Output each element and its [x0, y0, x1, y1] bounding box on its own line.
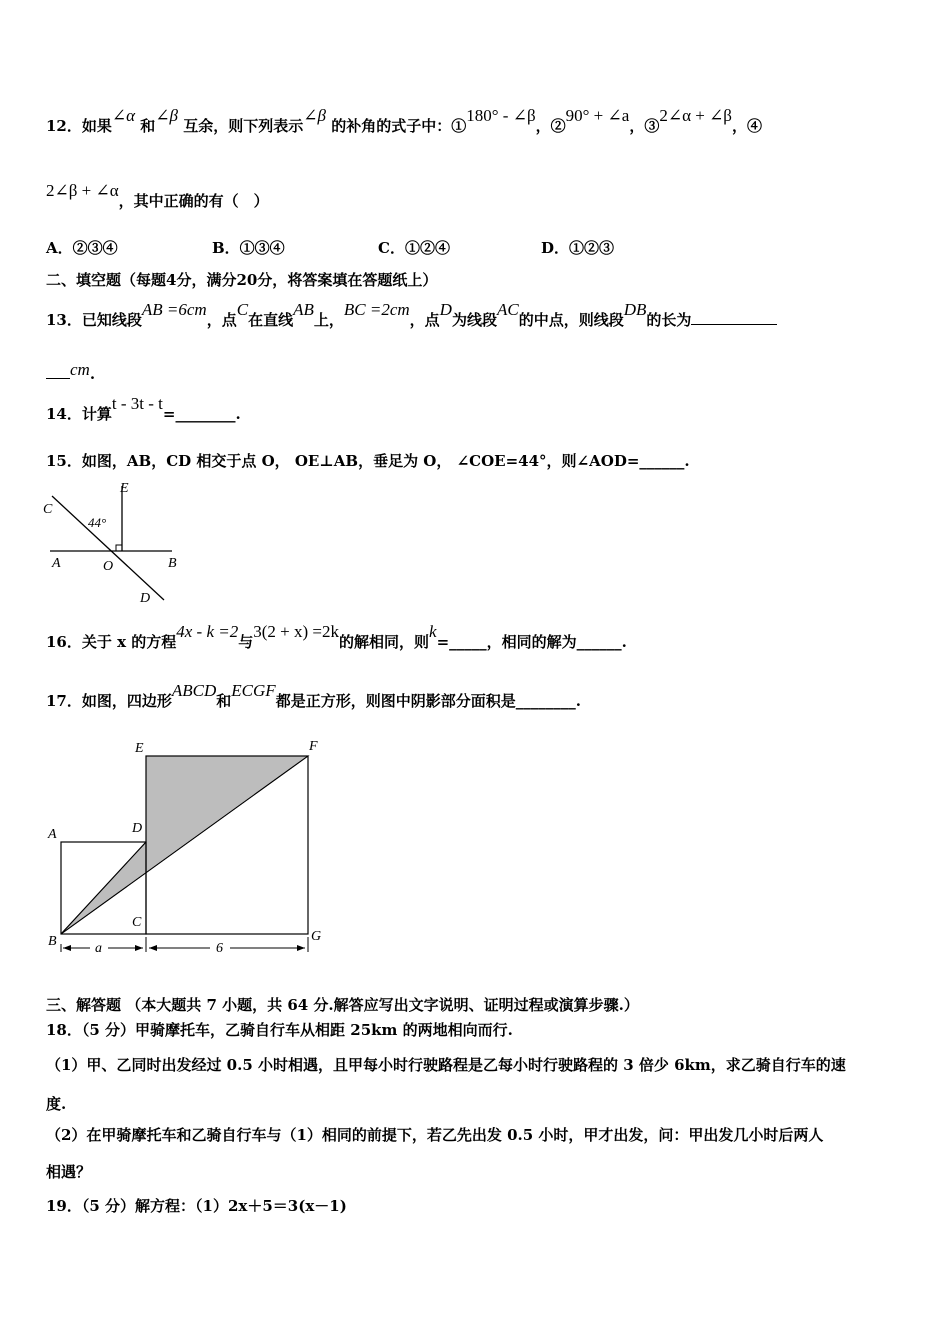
question-13-line2: cm.	[46, 364, 95, 383]
label-b: B	[48, 934, 57, 949]
question-18-line5: 相遇？	[46, 1163, 92, 1181]
question-18-line1: 18．（5 分）甲骑摩托车，乙骑自行车从相距 25km 的两地相向而行.	[46, 1021, 513, 1039]
question-15: 15．如图，AB，CD 相交于点 O， OE⊥AB，垂足为 O， ∠COE=44°，则∠AOD=______.	[46, 452, 690, 470]
question-14: 14．计算t - 3t - t=________.	[46, 394, 241, 423]
label-b: B	[168, 556, 177, 571]
label-o: O	[103, 559, 114, 574]
figure-17	[40, 732, 340, 964]
option-c: C．①②④	[378, 239, 450, 257]
label-e: E	[135, 741, 144, 756]
expr-3: 2∠α + ∠β	[659, 106, 732, 125]
label-angle: 44°	[88, 515, 107, 530]
label-f: F	[309, 739, 318, 754]
label-six: 6	[216, 941, 223, 956]
question-18-line3: 度.	[46, 1095, 67, 1113]
expr-4: 2∠β + ∠α	[46, 181, 119, 200]
option-d: D．①②③	[541, 239, 615, 257]
math-alpha: ∠α	[111, 106, 136, 125]
question-12-line2: 2∠β + ∠α，其中正确的有（ ）	[46, 181, 269, 210]
answer-blank[interactable]	[691, 310, 777, 325]
section-2-heading: 二、填空题（每题4分，满分20分，将答案填在答题纸上）	[46, 271, 438, 289]
option-a: A．②③④	[46, 239, 118, 257]
right-angle-mark	[116, 545, 122, 551]
label-d: D	[132, 821, 143, 836]
question-19: 19．（5 分）解方程：（1）2x＋5＝3(x－1)	[46, 1197, 347, 1215]
option-b: B．①③④	[212, 239, 285, 257]
question-16: 16．关于 x 的方程4x - k =2与3(2 + x) =2k的解相同，则k=_____，相同的解为______.	[46, 622, 627, 651]
question-12-line1: 12．如果∠α 和∠β 互余，则下列表示∠β 的补角的式子中：①180° - ∠β，②90° + ∠a，③2∠α + ∠β，④	[46, 106, 762, 135]
math-beta: ∠β	[155, 106, 179, 125]
line-cd	[52, 496, 164, 600]
label-e: E	[120, 481, 129, 496]
answer-blank-cont[interactable]	[46, 364, 70, 379]
question-18-line2: （1）甲、乙同时出发经过 0.5 小时相遇，且甲每小时行驶路程是乙每小时行驶路程的 3 倍少 6km，求乙骑自行车的速	[46, 1056, 846, 1074]
label-a-length: a	[95, 941, 102, 956]
label-a: A	[48, 827, 57, 842]
label-c: C	[132, 915, 142, 930]
figure-15	[40, 478, 180, 608]
label-a: A	[52, 556, 61, 571]
section-3-heading: 三、解答题 （本大题共 7 小题，共 64 分.解答应写出文字说明、证明过程或演算步骤.）	[46, 996, 639, 1014]
expr-2: 90° + ∠a	[565, 106, 630, 125]
question-13-line1: 13．已知线段AB =6cm，点C在直线AB上，BC =2cm，点D为线段AC的中点，则线段DB的长为	[46, 310, 777, 329]
label-d: D	[140, 591, 151, 606]
label-g: G	[311, 929, 322, 944]
expr-1: 180° - ∠β	[466, 106, 536, 125]
label-c: C	[43, 502, 53, 517]
math-beta-2: ∠β	[303, 106, 326, 125]
question-18-line4: （2）在甲骑摩托车和乙骑自行车与（1）相同的前提下，若乙先出发 0.5 小时，甲才出发，问：甲出发几小时后两人	[46, 1126, 824, 1144]
question-17: 17．如图，四边形ABCD和ECGF都是正方形，则图中阴影部分面积是________.	[46, 681, 581, 710]
expr-t: t - 3t - t	[111, 394, 163, 413]
